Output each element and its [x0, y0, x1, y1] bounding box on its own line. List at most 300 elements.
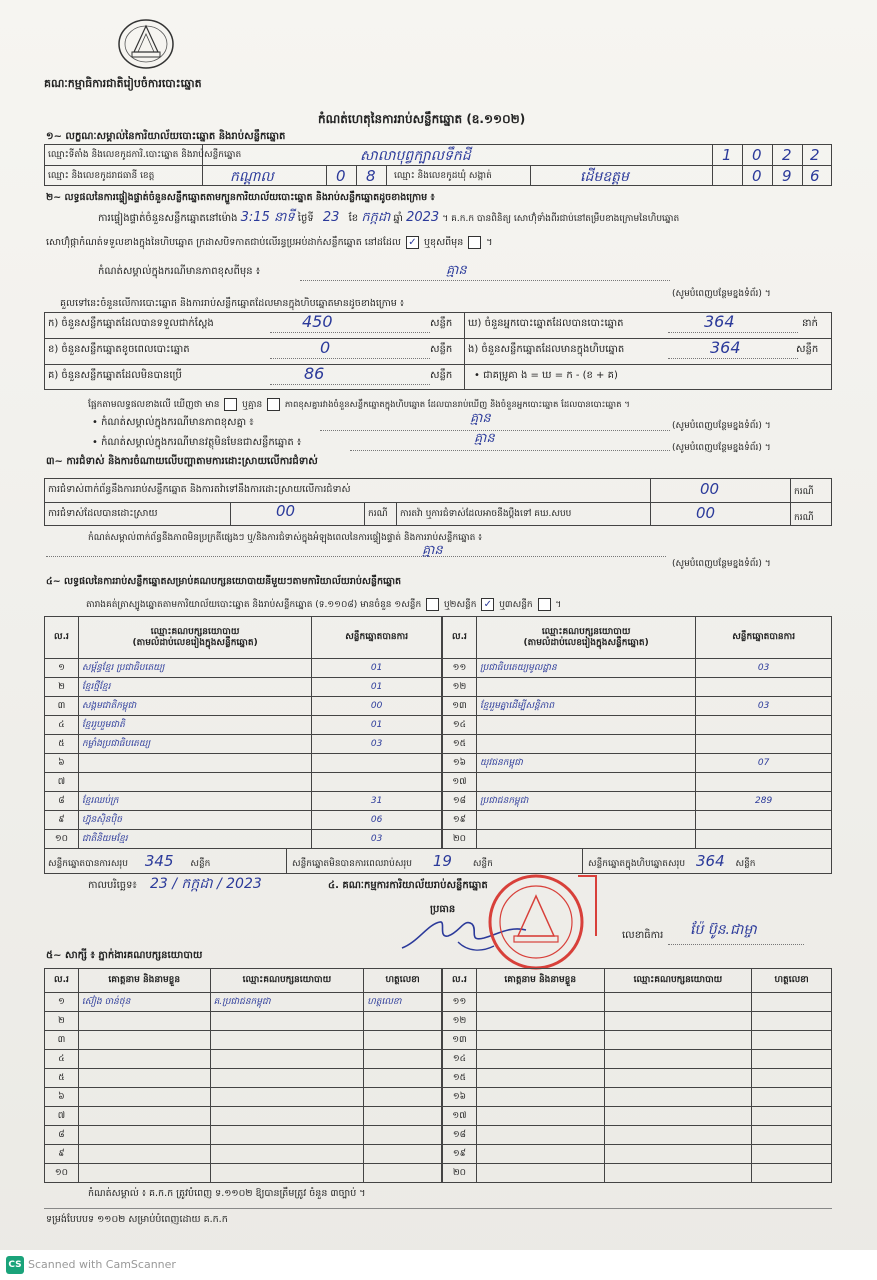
section4-heading: ៤~ លទ្ធផលនៃការរាប់សន្លឹកឆ្នោតសម្រាប់គណបក្សនយោបាយនីមួយៗតាមការិយាល័យរាប់សន្លឹកឆ្នោត: [46, 576, 402, 587]
appeal-label: ការតវ៉ា ឬការជំទាស់ដែលអាចនឹងប្ដឹងទៅ គឃ.សបប: [400, 509, 572, 519]
witness-sign: [752, 1088, 832, 1107]
footer-note: កំណត់សម្គាល់ ៖ គ.ក.ក ត្រូវបំពេញ ទ.១១០២ ឱ្យបានត្រឹមត្រូវ ចំនួន ៣ច្បាប់ ។: [88, 1188, 366, 1199]
witness-sign: [752, 1164, 832, 1183]
count-e-label: ង) ចំនួនសន្លឹកឆ្នោតដែលមានក្នុងហិបឆ្នោត: [468, 344, 625, 355]
witness-table-right: [442, 968, 832, 1183]
resolved-label: ការជំទាស់ដែលបានដោះស្រាយ: [48, 508, 158, 519]
witness-party: [210, 1069, 364, 1088]
witness-row: [45, 993, 442, 1012]
party-name: [78, 754, 311, 773]
witness-no: ១២: [443, 1012, 477, 1031]
total-box-label: សន្លឹកឆ្នោតក្នុងហិបឆ្នោតសរុប: [588, 859, 686, 869]
witness-party-header: ឈ្មោះគណបក្សនយោបាយ: [210, 969, 364, 993]
party-name: ខ្មែរឈប់ក្រ: [78, 792, 311, 811]
witness-party: [604, 1012, 752, 1031]
witness-sign: [752, 993, 832, 1012]
party-no: ៤: [45, 716, 79, 735]
polling-station-label: ឈ្មោះទីតាំង និងលេខកូដការិ.បោះឆ្នោត និងរាប់សន្លឹកឆ្នោត: [48, 150, 242, 160]
total-box-text: [588, 852, 756, 870]
witness-sign: [752, 1012, 832, 1031]
party-no: ១១: [443, 659, 477, 678]
witness-sign: [364, 1069, 442, 1088]
party-votes: 289: [696, 792, 832, 811]
witness-row: [443, 1145, 832, 1164]
result-row: [45, 773, 442, 792]
verify-time-text: [98, 212, 679, 225]
discrepancy-none-label: ឬគ្មាន: [242, 400, 263, 410]
three-sheet-label: ឬ៣សន្លឹក: [499, 600, 533, 610]
commune-code-2: 9: [782, 167, 792, 185]
party-name: [78, 773, 311, 792]
official-stamp: [478, 866, 600, 976]
form-note: ទម្រង់បែបបទ ១១០២ សម្រាប់បំពេញដោយ គ.ក.ក: [46, 1214, 228, 1225]
witness-sign: [752, 1069, 832, 1088]
witness-no: ១៣: [443, 1031, 477, 1050]
resolved-unit: ករណី: [368, 509, 388, 519]
tally-intro-end: ។: [555, 600, 562, 610]
party-votes: 31: [312, 792, 442, 811]
party-no: ១៦: [443, 754, 477, 773]
total-valid-value: 345: [144, 852, 174, 870]
section3-heading: ៣~ ការជំទាស់ និងការចំណាយលើបញ្ហាតាមការដោះស្រាយលើការជំទាស់: [46, 456, 318, 467]
party-no: ១៨: [443, 792, 477, 811]
total-invalid-text: [292, 852, 493, 870]
witness-name: ស៊ៀង ចាន់ថុន: [78, 993, 210, 1012]
result-row: [45, 659, 442, 678]
witness-no: ៤: [45, 1050, 79, 1069]
witness-no: ៥: [45, 1069, 79, 1088]
count-a-value: 450: [302, 312, 333, 331]
tally-intro-label: តារាងគត់ត្រាស្បូងឆ្នោតតាមការិយាល័យបោះឆ្នោត និងរាប់សន្លឹកឆ្នោត (ទ.១១០៨) មានចំនួន ១សន្លឹក: [86, 600, 422, 610]
witness-sign: [364, 1126, 442, 1145]
witness-name: [476, 1107, 604, 1126]
total-invalid-unit: សន្លឹក: [472, 859, 493, 869]
party-no: ៦: [45, 754, 79, 773]
witness-party: [604, 1126, 752, 1145]
party-votes: [696, 830, 832, 849]
party-no: ២: [45, 678, 79, 697]
party-name: [476, 830, 695, 849]
party-votes: [696, 735, 832, 754]
party-name: [476, 735, 695, 754]
unchanged-checkbox[interactable]: ✓: [406, 236, 419, 249]
committee-label: ៤. គណៈកម្មការការិយាល័យរាប់សន្លឹកឆ្នោត: [328, 880, 488, 891]
witness-party: [604, 993, 752, 1012]
objection-value: 00: [700, 480, 720, 498]
party-name: កម្លាំងប្រជាធិបតេយ្យ: [78, 735, 311, 754]
witness-row: [443, 993, 832, 1012]
witness-no: ៦: [45, 1088, 79, 1107]
party-name: ប្រជាធិបតេយ្យមូលដ្ឋាន: [476, 659, 695, 678]
party-no: ១០: [45, 830, 79, 849]
witness-party: [604, 1088, 752, 1107]
party-no: ៨: [45, 792, 79, 811]
party-no: ១: [45, 659, 79, 678]
witness-no: ១: [45, 993, 79, 1012]
count-intro: គួលទៅនេះចំនួនលើការបោះឆ្នោត និងការរាប់សន្លឹកឆ្នោតដែលមានក្នុងហិបឆ្នោតមានដូចខាងក្រោម ៖: [60, 298, 405, 309]
witness-no: ៧: [45, 1107, 79, 1126]
witness-sign: ហត្ថលេខា: [364, 993, 442, 1012]
difference-remark-hint: (សូមបំពេញបន្ថែមខ្នងទំព័រ) ។: [672, 421, 771, 431]
witness-sign: [364, 1031, 442, 1050]
section1-heading: ១~ លក្ខណៈសម្គាល់នៃការិយាល័យបោះឆ្នោត និងរាប់សន្លឹកឆ្នោត: [46, 131, 286, 142]
party-name: សង្គមជាតិកម្ពុជា: [78, 697, 311, 716]
witness-name: [476, 1069, 604, 1088]
witness-row: [45, 1107, 442, 1126]
witness-party: [210, 1031, 364, 1050]
witness-party-header-right: ឈ្មោះគណបក្សនយោបាយ: [604, 969, 752, 993]
witness-name: [476, 1050, 604, 1069]
party-no: ១៤: [443, 716, 477, 735]
count-d-value: 364: [704, 312, 735, 331]
witness-party: [604, 1050, 752, 1069]
witness-row: [443, 1031, 832, 1050]
total-invalid-value: 19: [432, 852, 452, 870]
result-row: [443, 792, 832, 811]
witness-name: [78, 1088, 210, 1107]
witness-name-header: គោត្តនាម និងនាមខ្លួន: [78, 969, 210, 993]
object-remark-value: គ្មាន: [474, 431, 495, 446]
witness-name: [78, 1069, 210, 1088]
party-votes: 03: [312, 830, 442, 849]
changed-label: ឬខុសពីមុន: [424, 237, 464, 248]
result-row: [45, 697, 442, 716]
witness-no: ៣: [45, 1031, 79, 1050]
witness-sign: [364, 1050, 442, 1069]
station-code-1: 1: [722, 146, 732, 164]
total-valid-label: សន្លឹកឆ្នោតបានការសរុប: [48, 859, 128, 869]
verify-month-value: កក្កដា: [361, 210, 391, 225]
witness-party: [604, 1164, 752, 1183]
party-votes: 01: [312, 659, 442, 678]
date-value: 23 / កក្កដា / 2023: [150, 876, 262, 892]
party-votes: [312, 773, 442, 792]
witness-no: ២០: [443, 1164, 477, 1183]
party-name: [476, 678, 695, 697]
party-name: សម្ព័ន្ធខ្មែរ ប្រជាធិបតេយ្យ: [78, 659, 311, 678]
has-discrepancy-checkbox[interactable]: [224, 398, 237, 411]
party-no: ១២: [443, 678, 477, 697]
witness-party: [210, 1145, 364, 1164]
witness-sign: [364, 1164, 442, 1183]
result-row: [443, 659, 832, 678]
witness-no: ១១: [443, 993, 477, 1012]
count-d-unit: នាក់: [802, 318, 818, 329]
total-box-unit: សន្លឹក: [735, 859, 756, 869]
party-votes: 03: [312, 735, 442, 754]
party-votes: 01: [312, 716, 442, 735]
difference-note-hint: (សូមបំពេញបន្ថែមខ្នងទំព័រ) ។: [672, 289, 771, 299]
count-b-value: 0: [320, 338, 331, 357]
tally-intro: [86, 598, 561, 611]
section2-heading: ២~ លទ្ធផលនៃការផ្ទៀងផ្ទាត់ចំនួនសន្លឹកឆ្នោតតាមក្បួនការិយាល័យបោះឆ្នោត និងរាប់សន្លឹកឆ្នោតដូចខាងក្រោម ៖: [46, 192, 435, 203]
witness-name: [476, 1145, 604, 1164]
party-votes: 06: [312, 811, 442, 830]
party-no: ៥: [45, 735, 79, 754]
province-label: ឈ្មោះ និងលេខកូដរាជធានី ខេត្ត: [48, 171, 155, 181]
irregularity-hint: (សូមបំពេញបន្ថែមខ្នងទំព័រ) ។: [672, 559, 771, 569]
witness-name: [476, 1126, 604, 1145]
total-valid-unit: សន្លឹក: [190, 859, 211, 869]
one-sheet-checkbox[interactable]: [426, 598, 439, 611]
no-discrepancy-checkbox[interactable]: [267, 398, 280, 411]
party-name: [476, 716, 695, 735]
total-box-value: 364: [696, 852, 725, 870]
result-row: [45, 811, 442, 830]
witness-party: គ.ប្រជាជនកម្ពុជា: [210, 993, 364, 1012]
result-row: [443, 754, 832, 773]
seal-check-text: សោហ៊ុំផ្កាកំណត់ទទួលខាងក្នុងនៃហិបឆ្នោត ក្រដាសបិទកាតជាប់លើរន្ធប្រអប់ដាក់សន្លឹកឆ្នោត នៅដដែល ✓ ឬខុសពីមុន ។: [46, 237, 493, 248]
party-votes: [312, 754, 442, 773]
party-votes: [696, 773, 832, 792]
result-row: [45, 830, 442, 849]
result-row: [443, 716, 832, 735]
witness-name-header-right: គោត្តនាម និងនាមខ្លួន: [476, 969, 604, 993]
party-no: ២០: [443, 830, 477, 849]
witness-sign: [752, 1031, 832, 1050]
party-name: ប្រជាជនកម្ពុជា: [476, 792, 695, 811]
witness-no: ១៨: [443, 1126, 477, 1145]
formula-text: • ជាគម្រូគា ង = ឃ = ក - (ខ + គ): [474, 370, 618, 381]
witness-name: [78, 1050, 210, 1069]
witness-name: [476, 1164, 604, 1183]
witness-row: [45, 1069, 442, 1088]
result-row: [443, 697, 832, 716]
party-name: ខ្មែររួបរួមជាតិ: [78, 716, 311, 735]
date-label: កាលបរិច្ឆេទ៖: [88, 880, 137, 891]
witness-name: [78, 1126, 210, 1145]
witness-no: ១៩: [443, 1145, 477, 1164]
party-votes: 01: [312, 678, 442, 697]
count-c-value: 86: [304, 364, 325, 383]
count-a-label: ក) ចំនួនសន្លឹកឆ្នោតដែលបានទទួលជាក់ស្ដែង: [48, 318, 214, 329]
party-votes: 03: [696, 659, 832, 678]
witness-no: ១៦: [443, 1088, 477, 1107]
witness-no: ១៤: [443, 1050, 477, 1069]
witness-party: [210, 1164, 364, 1183]
secretary-label: លេខាធិការ: [622, 930, 664, 941]
discrepancy-text: [88, 398, 630, 411]
party-no: ១៣: [443, 697, 477, 716]
witness-row: [45, 1050, 442, 1069]
station-code-2: 0: [752, 146, 762, 164]
witness-row: [45, 1031, 442, 1050]
witness-sign: [364, 1145, 442, 1164]
witness-sign: [752, 1107, 832, 1126]
witness-name: [476, 1031, 604, 1050]
witness-table-left: [44, 968, 442, 1183]
party-name: [476, 773, 695, 792]
result-row: [443, 678, 832, 697]
province-code-1: 0: [336, 167, 346, 185]
two-sheet-label: ឬ២សន្លឹក: [443, 600, 477, 610]
col-votes-header: សន្លឹកឆ្នោតបានការ: [312, 617, 442, 659]
party-no: ៣: [45, 697, 79, 716]
changed-checkbox[interactable]: [468, 236, 481, 249]
party-name: [476, 811, 695, 830]
province-value: កណ្ដាល: [230, 169, 274, 185]
party-votes: [696, 678, 832, 697]
witness-sign: [752, 1145, 832, 1164]
secretary-signature: ប៉ែ ប៊ូន.ជាម្ចា: [690, 922, 757, 938]
witness-sign: [364, 1012, 442, 1031]
party-name: យុវជនកម្ពុជា: [476, 754, 695, 773]
commune-value: ដើមឧត្ដម: [580, 169, 629, 185]
camscanner-logo: CS: [6, 1256, 24, 1274]
appeal-unit: ករណី: [794, 513, 814, 523]
two-sheet-checkbox[interactable]: ✓: [481, 598, 494, 611]
commission-name: គណៈកម្មាធិការជាតិរៀបចំការបោះឆ្នោត: [44, 77, 202, 90]
irregularity-label: កំណត់សម្គាល់ពាក់ព័ន្ធនឹងភាពមិនប្រក្រតីផ្សេងៗ ឬ/និងការជំទាស់ក្នុងអំឡុងពេលនៃការផ្ទៀងផ្ទាត់ និងការរាប់សន្លឹកឆ្នោត ៖: [88, 533, 483, 543]
result-row: [45, 678, 442, 697]
camscanner-label: Scanned with CamScanner: [28, 1258, 176, 1271]
party-name: ជាតិនិយមខ្មែរ: [78, 830, 311, 849]
witness-row: [45, 1012, 442, 1031]
count-b-label: ខ) ចំនួនសន្លឹកឆ្នោតខូចពេលបោះឆ្នោត: [48, 344, 190, 355]
total-invalid-label: សន្លឹកឆ្នោតមិនបានការពេលរាប់សរុប: [292, 859, 412, 869]
witness-row: [45, 1145, 442, 1164]
count-c-label: គ) ចំនួនសន្លឹកឆ្នោតដែលមិនបានប្រើ: [48, 370, 182, 381]
verify-year-label: ឆ្នាំ: [393, 213, 403, 224]
witness-row: [45, 1088, 442, 1107]
results-table-right: [442, 616, 832, 849]
seal-check-label: សោហ៊ុំផ្កាកំណត់ទទួលខាងក្នុងនៃហិបឆ្នោត ក្រដាសបិទកាតជាប់លើរន្ធប្រអប់ដាក់សន្លឹកឆ្នោត នៅដដែល: [46, 237, 401, 248]
commune-label: ឈ្មោះ និងលេខកូដឃុំ សង្កាត់: [394, 171, 492, 181]
party-name: ហ្វ៊ុនស៊ិនប៉ិច: [78, 811, 311, 830]
party-votes: 03: [696, 697, 832, 716]
result-row: [443, 773, 832, 792]
witness-party: [210, 1012, 364, 1031]
count-e-unit: សន្លឹក: [796, 344, 819, 355]
verify-day-value: 23: [322, 210, 340, 225]
witness-no: ១៧: [443, 1107, 477, 1126]
station-code-3: 2: [782, 146, 792, 164]
commune-code-3: 6: [810, 167, 820, 185]
results-table-left: [44, 616, 442, 849]
witness-no: ៩: [45, 1145, 79, 1164]
witness-row: [45, 1164, 442, 1183]
count-c-unit: សន្លឹក: [430, 370, 453, 381]
witness-party: [210, 1107, 364, 1126]
discrepancy-has-label: ផ្អែកតាមលទ្ធផលខាងលើ ឃើញថា មាន: [88, 400, 220, 410]
witness-sign-header-right: ហត្ថលេខា: [752, 969, 832, 993]
col-no-header-right: ល.រ: [443, 617, 477, 659]
witness-no: ២: [45, 1012, 79, 1031]
page-title: កំណត់ហេតុនៃការរាប់សន្លឹកឆ្នោត (ឧ.១១០២): [318, 112, 526, 126]
appeal-value: 00: [696, 504, 716, 522]
col-party-header: ឈ្មោះគណបក្សនយោបាយ (តាមលំដាប់លេខរៀងក្នុងសន្លឹកឆ្នោត): [78, 617, 311, 659]
polling-station-value: សាលាបុព្វក្បាលទឹកដី: [360, 148, 471, 164]
witness-name: [476, 993, 604, 1012]
party-votes: 00: [312, 697, 442, 716]
object-remark-label: • កំណត់សម្គាល់ក្នុងករណីមានវត្ថុមិនមែនជាសន្លឹកឆ្នោត ៖: [92, 437, 302, 448]
difference-note-label: កំណត់សម្គាល់ក្នុងករណីមានភាពខុសពីមុន ៖: [98, 266, 261, 277]
witness-party: [604, 1031, 752, 1050]
party-no: ១៧: [443, 773, 477, 792]
result-row: [45, 735, 442, 754]
witness-sign-header: ហត្ថលេខា: [364, 969, 442, 993]
col-no-header: ល.រ: [45, 617, 79, 659]
witness-row: [443, 1012, 832, 1031]
station-code-4: 2: [810, 146, 820, 164]
result-row: [443, 735, 832, 754]
count-a-unit: សន្លឹក: [430, 318, 453, 329]
witness-name: [78, 1012, 210, 1031]
witness-sign: [752, 1126, 832, 1145]
party-no: ១៩: [443, 811, 477, 830]
witness-name: [78, 1031, 210, 1050]
section5-heading: ៥~ សាក្សី ៖ ភ្នាក់ងារគណបក្សនយោបាយ: [46, 950, 203, 961]
witness-no: ១៥: [443, 1069, 477, 1088]
witness-row: [443, 1069, 832, 1088]
witness-party: [604, 1069, 752, 1088]
total-valid-text: [48, 852, 211, 870]
count-b-unit: សន្លឹក: [430, 344, 453, 355]
object-remark-hint: (សូមបំពេញបន្ថែមខ្នងទំព័រ) ។: [672, 443, 771, 453]
three-sheet-checkbox[interactable]: [538, 598, 551, 611]
objection-label: ការជំទាស់ពាក់ព័ន្ធនឹងការរាប់សន្លឹកឆ្នោត និងការតវ៉ាទៅនឹងការដោះស្រាយលើការជំទាស់: [48, 484, 351, 495]
province-code-2: 8: [366, 167, 376, 185]
witness-name: [78, 1164, 210, 1183]
verify-month-label: ខែ: [348, 213, 359, 224]
result-row: [45, 792, 442, 811]
witness-sign: [364, 1088, 442, 1107]
col-votes-header-right: សន្លឹកឆ្នោតបានការ: [696, 617, 832, 659]
objection-unit: ករណី: [794, 487, 814, 497]
verify-time-label: ការផ្ទៀងផ្ទាត់ចំនួនសន្លឹកឆ្នោតនៅម៉ោង: [98, 213, 238, 224]
party-votes: [696, 716, 832, 735]
count-d-label: ឃ) ចំនួនអ្នកបោះឆ្នោតដែលបានបោះឆ្នោត: [468, 318, 624, 329]
verify-time-value: 3:15 នាទី: [240, 210, 295, 225]
witness-name: [476, 1012, 604, 1031]
witness-row: [443, 1126, 832, 1145]
discrepancy-desc: ភាពខុសគ្នារវាងចំនួនសន្លឹកឆ្នោតក្នុងហិបឆ្នោត ដែលបានរាប់ឃើញ និងចំនួនអ្នកបោះឆ្នោត ដែលបានបោះឆ្នោត ។: [284, 400, 630, 410]
witness-party: [210, 1126, 364, 1145]
nec-emblem-logo: [116, 14, 176, 70]
witness-no: ១០: [45, 1164, 79, 1183]
party-name: ខ្មែរថ្មីខ្មែរ: [78, 678, 311, 697]
witness-row: [443, 1107, 832, 1126]
chair-label: ប្រធាន: [430, 904, 456, 915]
difference-remark-value: គ្មាន: [470, 411, 491, 426]
witness-name: [78, 1145, 210, 1164]
witness-party: [604, 1107, 752, 1126]
witness-no: ៨: [45, 1126, 79, 1145]
witness-no-header-right: ល.រ: [443, 969, 477, 993]
witness-row: [443, 1088, 832, 1107]
party-no: ១៥: [443, 735, 477, 754]
commune-code-1: 0: [752, 167, 762, 185]
witness-row: [45, 1126, 442, 1145]
result-row: [443, 811, 832, 830]
col-party-header-right: ឈ្មោះគណបក្សនយោបាយ (តាមលំដាប់លេខរៀងក្នុងសន្លឹកឆ្នោត): [476, 617, 695, 659]
witness-sign: [364, 1107, 442, 1126]
difference-remark-label: • កំណត់សម្គាល់ក្នុងករណីមានភាពខុសគ្នា ៖: [92, 417, 254, 428]
witness-name: [78, 1107, 210, 1126]
witness-party: [210, 1050, 364, 1069]
party-name: ខ្មែររួមគ្នាដើម្បីសន្តិភាព: [476, 697, 695, 716]
verify-year-value: 2023: [406, 210, 440, 225]
witness-row: [443, 1050, 832, 1069]
irregularity-value: គ្មាន: [422, 543, 443, 558]
party-votes: 07: [696, 754, 832, 773]
count-e-value: 364: [710, 338, 741, 357]
witness-party: [210, 1088, 364, 1107]
witness-row: [443, 1164, 832, 1183]
party-no: ៧: [45, 773, 79, 792]
witness-party: [604, 1145, 752, 1164]
witness-name: [476, 1088, 604, 1107]
